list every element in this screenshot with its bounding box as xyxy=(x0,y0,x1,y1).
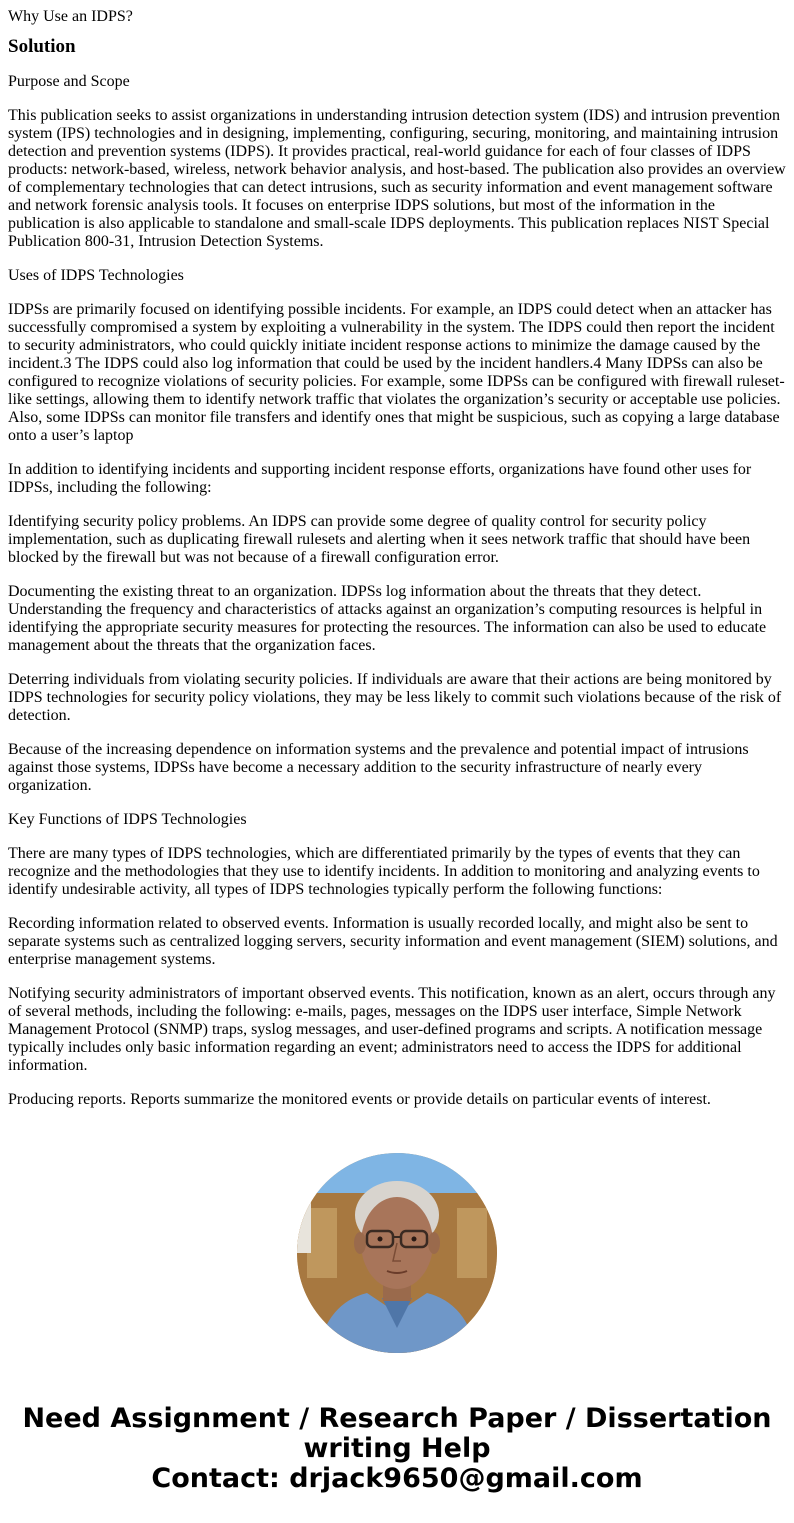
paragraph-types: There are many types of IDPS technologies, which are differentiated primarily by the types of events that they can recognize and the methodologies that they use to identify incidents. In addition to monitoring and analyzing events to identify undesirable activity, all types of IDPS technologies typically perform the following functions: xyxy=(8,845,760,898)
promo-line-1: Need Assignment / Research Paper / Dissertation xyxy=(22,1403,772,1434)
paragraph-uses: IDPSs are primarily focused on identifying possible incidents. For example, an IDPS could detect when an attacker has successfully compromised a system by exploiting a vulnerability in the system. The IDPS could then report the incident to security administrators, who could quickly initiate incident response actions to minimize the damage caused by the incident.3 The IDPS could also log information that could be used by the incident handlers.4 Many IDPSs can also be configured to recognize violations of security policies. For example, some IDPSs can be configured with firewall ruleset-like settings, allowing them to identify network traffic that violates the organization’s security or acceptable use policies. Also, some IDPSs can monitor file transfers and identify ones that might be suspicious, such as copying a large database onto a user’s laptop xyxy=(8,301,785,444)
section-heading-purpose: Purpose and Scope xyxy=(8,73,130,90)
paragraph-policy-problems: Identifying security policy problems. An IDPS can provide some degree of quality control for security policy implementation, such as duplicating firewall rulesets and alerting when it sees network traffic that should have been blocked by the firewall but was not because of a firewall configuration error. xyxy=(8,513,751,566)
question-title: Why Use an IDPS? xyxy=(8,8,133,25)
paragraph-notifying: Notifying security administrators of important observed events. This notification, known as an alert, occurs through any of several methods, including the following: e-mails, pages, messages on the IDPS user interface, Simple Network Management Protocol (SNMP) traps, syslog messages, and user-defined programs and scripts. A notification message typically includes only basic information regarding an event; administrators need to access the IDPS for additional information. xyxy=(8,985,776,1074)
solution-heading: Solution xyxy=(8,36,76,57)
promo-line-2: writing Help xyxy=(303,1433,491,1464)
promo-contact: Contact: drjack9650@gmail.com xyxy=(151,1463,643,1494)
paragraph-reports: Producing reports. Reports summarize the monitored events or provide details on particular events of interest. xyxy=(8,1091,711,1108)
section-heading-uses: Uses of IDPS Technologies xyxy=(8,267,184,284)
author-portrait-image xyxy=(297,1153,497,1353)
paragraph-deterring: Deterring individuals from violating security policies. If individuals are aware that their actions are being monitored by IDPS technologies for security policy violations, they may be less likely to commit such violations because of the risk of detection. xyxy=(8,671,782,724)
promo-banner xyxy=(0,1404,794,1494)
document-body xyxy=(8,8,788,1125)
paragraph-other-uses: In addition to identifying incidents and supporting incident response efforts, organizations have found other uses for IDPSs, including the following: xyxy=(8,461,752,496)
paragraph-documenting-threat: Documenting the existing threat to an organization. IDPSs log information about the threats that they detect. Understanding the frequency and characteristics of attacks against an organization’s computing resources is helpful in identifying the appropriate security measures for protecting the resources. The information can also be used to educate management about the threats that the organization faces. xyxy=(8,583,767,654)
paragraph-dependence: Because of the increasing dependence on information systems and the prevalence and potential impact of intrusions against those systems, IDPSs have become a necessary addition to the security infrastructure of nearly every organization. xyxy=(8,741,749,794)
author-photo xyxy=(297,1153,497,1353)
paragraph-purpose: This publication seeks to assist organizations in understanding intrusion detection system (IDS) and intrusion prevention system (IPS) technologies and in designing, implementing, configuring, securing, monitoring, and maintaining intrusion detection and prevention systems (IDPS). It provides practical, real-world guidance for each of four classes of IDPS products: network-based, wireless, network behavior analysis, and host-based. The publication also provides an overview of complementary technologies that can detect intrusions, such as security information and event management software and network forensic analysis tools. It focuses on enterprise IDPS solutions, but most of the information in the publication is also applicable to standalone and small-scale IDPS deployments. This publication replaces NIST Special Publication 800-31, Intrusion Detection Systems. xyxy=(8,107,786,250)
section-heading-key-functions: Key Functions of IDPS Technologies xyxy=(8,811,247,828)
paragraph-recording: Recording information related to observed events. Information is usually recorded locally, and might also be sent to separate systems such as centralized logging servers, security information and event management (SIEM) solutions, and enterprise management systems. xyxy=(8,915,778,968)
